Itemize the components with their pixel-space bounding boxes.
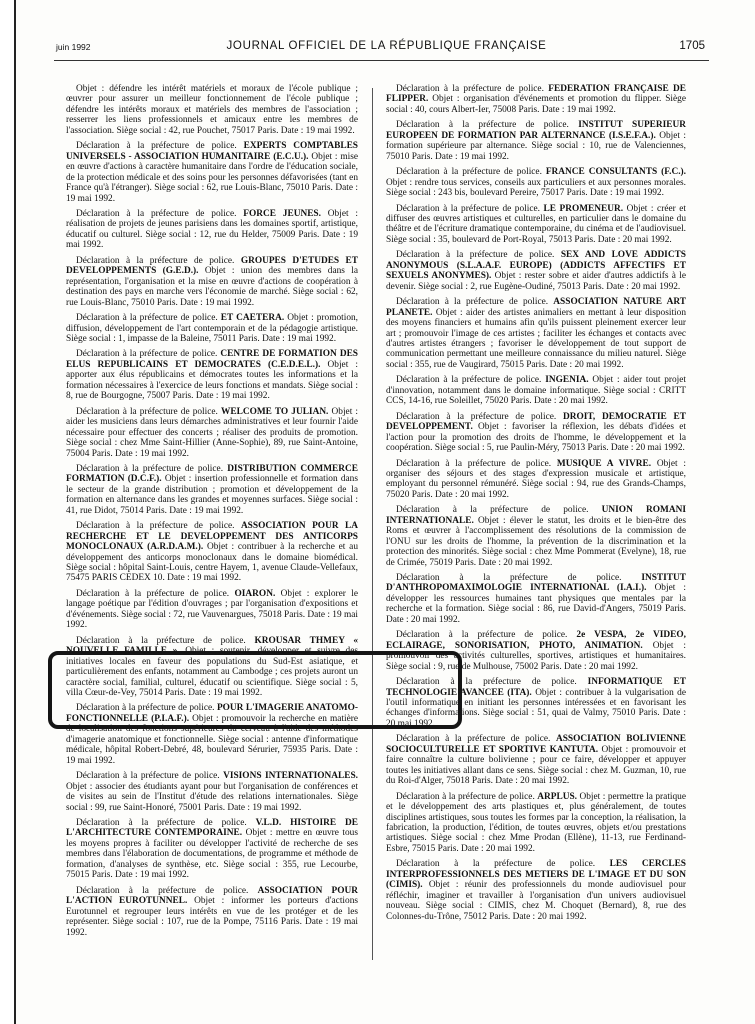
entry-text: Objet : mise en œuvre d'actions à caractère humanitaire dans l'ordre de l'éducation sociale, de la protection médicale et des soins pour les personnes défavorisées (tant en France qu'à l'étranger). Siège social : 62, rue Louis-Blanc, 75010 Paris. Date : 19 mai 1992. (66, 151, 358, 204)
entry-text: Objet : promouvoir la recherche en matière de localisation des fonctions supérieures du cerveau à l'aide des méthodes d'imagerie anatomique et fonctionnelle. Siège social : antenne d'informatique médicale, hôpital Robert-Debré, 48, boulevard Sérurier, 75935 Paris. Date : 19 mai 1992. (66, 713, 358, 766)
entry-text: Objet : promotion, diffusion, développement de l'art contemporain et de la pédagogie artistique. Siège social : 1, impasse de la Baleine, 75011 Paris. Date : 19 mai 1992. (66, 313, 359, 344)
entry-text: Objet : élever le statut, les droits et le bien-être des Roms et œuvrer à l'accomplissement des résolutions de la commission de l'ONU sur les droits de l'homme, la prévention de la discrimination et la protection des minorités. Siège social : chez Mme Pommerat (Evelyne), 18, rue de Crimée, 75019 Paris. Date : 20 mai 1992. (386, 515, 686, 568)
entry-intro: Déclaration à la préfecture de police. (396, 297, 549, 308)
entry-intro: Déclaration à la préfecture de police. (396, 203, 540, 214)
entry-intro: Déclaration à la préfecture de police. (396, 120, 569, 131)
entry-text: Objet : promouvoir et faire connaître la culture bolivienne ; pour ce faire, développer et appuyer toutes les initiatives allant dans ce sens. Siège social : chez M. Guzman, 10, rue du Roi-d'Alger, 75018 Paris. Date : 20 mai 1992. (386, 744, 686, 787)
association-entry (386, 792, 686, 855)
association-entry (66, 84, 358, 136)
association-entry (386, 375, 686, 406)
entry-organization: OIARON. (234, 588, 276, 599)
entry-intro: Déclaration à la préfecture de police. (396, 573, 622, 584)
association-entry (66, 464, 358, 516)
entry-intro: Déclaration à la préfecture de police. (76, 349, 218, 360)
entry-text: Objet : permettre la pratique et le développement des arts plastiques et, plus généralement, de toutes disciplines artistiques, sous toutes les formes par la conception, la réalisation, la fabrication, la production, l'édition, de toutes œuvres, objets et/ou prestations artistiques. Siège social : chez Mme Prodan (Ellène), 11-13, rue Ferdinand-Esbre, 75015 Paris. Date : 20 mai 1992. (386, 791, 686, 854)
association-entry (386, 412, 686, 454)
header-title: JOURNAL OFFICIEL DE LA RÉPUBLIQUE FRANÇAISE (226, 40, 547, 52)
entry-text: Objet : contribuer à la vulgarisation de l'outil informatique en initiant les personnes intéressées et en favorisant les échanges d'informations. Siège social : 51, quai de Valmy, 75010 Paris. Date : 20 mai 1992. (386, 687, 687, 729)
highlight-box (48, 651, 462, 729)
association-entry (386, 120, 686, 162)
association-entry (66, 209, 358, 251)
association-entry (66, 589, 358, 631)
entry-text: Objet : défendre les intérêt matériels et moraux de l'école publique ; œuvrer pour assurer un meilleur fonctionnement de l'école publique ; défendre les intérêts moraux et matériels des membres de l'association ; resserrer les liens professionnels et amicaux entre les membres de l'association. Siège social : 42, rue Pouchet, 75017 Paris. Date : 19 mai 1992. (66, 84, 358, 136)
entry-text: Objet : mettre en œuvre tous les moyens propres à faciliter ou développer l'activité de recherche de ses membres dans l'élaboration de documentations, de programme et méthode de formation, d'analyses de synthèse, etc. Siège social : 355, rue Lecourbe, 75015 Paris. Date : 19 mai 1992. (66, 828, 358, 881)
entry-intro: Déclaration à la préfecture de police. (396, 250, 555, 261)
entry-intro: Déclaration à la préfecture de police. (396, 630, 568, 641)
entry-organization: LE PROMENEUR. (543, 203, 624, 214)
entry-organization: FRANCE CONSULTANTS (F.C.). (545, 167, 686, 178)
entry-intro: Déclaration à la préfecture de police. (396, 791, 535, 802)
entry-text: Objet : créer et diffuser des œuvres artistiques et culturelles, en particulier dans le domaine du théâtre et de l'écriture dramatique contemporaine, du cinéma et de l'audiovisuel. Siège social : 35, boulevard de Port-Royal, 75013 Paris. Date : 20 mai 1992. (386, 203, 686, 245)
association-entry (386, 250, 686, 292)
entry-text: Objet : explorer le langage poétique par l'édition d'ouvrages ; par l'organisation d'expositions et d'événements. Siège social : 72, rue Vauvenargues, 75018 Paris. Date : 19 mai 1992. (66, 588, 358, 631)
entry-organization: INSTITUT SUPERIEUR EUROPEEN DE FORMATION PAR ALTERNANCE (I.S.E.F.A.). (386, 120, 687, 141)
association-entry (386, 297, 686, 370)
page-number: 1705 (679, 40, 705, 52)
entry-text: Objet : aider tout projet d'innovation, notamment dans le domaine informatique. Siège social : CRITT CCS, 14-16, rue Soleillet, 75020 Paris. Date : 20 mai 1992. (386, 375, 687, 407)
entry-text: Objet : rester sobre et aider d'autres addictifs à le devenir. Siège social : 2, rue Eugène-Oudiné, 75013 Paris. Date : 20 mai 1992. (386, 271, 686, 292)
entry-organization: FORCE JEUNES. (243, 208, 321, 219)
column-divider (372, 88, 373, 960)
entry-intro: Déclaration à la préfecture de police. (76, 818, 247, 828)
entry-text: Objet : contribuer à la recherche et au développement des anticorps monoclonaux dans le domaine biomédical. Siège social : hôpital Saint-Louis, centre Hayem, 1, avenue Claude-Vellefaux, 75475 PARIS CEDEX 10. Date : 19 mai 1992. (66, 542, 359, 584)
entry-organization: UNION ROMANI INTERNATIONALE. (386, 505, 687, 526)
entry-text: Objet : aider les musiciens dans leurs démarches administratives et leur fournir l'aide nécessaire pour effectuer des concerts ; réaliser des produits de promotion. Siège social : chez Mme Saint-Hillier (Anne-Sophie), 89, rue Saint-Antoine, 75004 Paris. Date : 19 mai 1992. (66, 406, 358, 459)
association-entry (66, 256, 358, 308)
association-entry (66, 771, 358, 813)
entry-text: Objet : organiser des séjours et des stages d'expression musicale et artistique, employant du personnel rémunéré. Siège social : 94, rue des Grands-Champs, 75020 Paris. Date : 20 mai 1992. (386, 458, 686, 500)
right-column (386, 84, 686, 927)
entry-intro: Déclaration à la préfecture de police. (396, 859, 596, 870)
entry-intro: Déclaration à la préfecture de police. (76, 635, 246, 646)
entry-text: Objet : union des membres dans la représentation, l'organisation et la mise en œuvre d'actions de coopération à destination des pays en marche vers l'économie de marché. Siège social : 62, rue Louis-Blanc, 75010 Paris. Date : 19 mai 1992. (66, 266, 358, 308)
journal-page (14, 0, 755, 1024)
entry-text: Objet : promouvoir des activités culturelles, sportives, artistiques et humanitaires. Siège social : 9, rue de Mulhouse, 75002 Paris. Date : 20 mai 1992. (386, 640, 686, 672)
entry-organization: ASSOCIATION POUR LA RECHERCHE ET LE DEVELOPPEMENT DES ANTICORPS MONOCLONAUX (A.R.D.A.M.). (66, 521, 358, 553)
association-entry (386, 573, 686, 625)
entry-text: Objet : informer les porteurs d'actions Eurotunnel et regrouper leurs intérêts en vue de les protéger et de les représenter. Siège social : 107, rue de la Pompe, 75116 Paris. Date : 19 mai 1992. (66, 896, 358, 938)
entry-text: Objet : apporter aux élus républicains et démocrates toutes les informations et la formation nécessaires à l'exercice de leurs fonctions et mandats. Siège social : 8, rue de Bourgogne, 75007 Paris. Date : 19 mai 1992. (66, 359, 358, 402)
entry-intro: Déclaration à la préfecture de police. (396, 458, 552, 469)
entry-organization: ASSOCIATION NATURE ART PLANETE. (386, 297, 686, 318)
entry-organization: 2e VESPA, 2e VIDEO, ECLAIRAGE, SONORISATION, PHOTO, ANIMATION. (386, 630, 686, 651)
entry-intro: Déclaration à la préfecture de police. (396, 505, 589, 516)
header-date: juin 1992 (56, 42, 91, 52)
entry-intro: Déclaration à la préfecture de police. (76, 141, 237, 152)
entry-organization: ASSOCIATION POUR L'ACTION EUROTUNNEL. (66, 885, 359, 907)
entry-intro: Déclaration à la préfecture de police. (396, 84, 544, 94)
entry-text: Objet : associer des étudiants ayant pour but l'organisation de conférences et de visites au sein de l'Institut d'étude des relations internationales. Siège social : 99, rue Saint-Honoré, 75001 Paris. Date : 19 mai 1992. (66, 781, 358, 813)
entry-text: Objet : insertion professionnelle et formation dans le secteur de la grande distribution ; promotion et développement de la formation en alternance dans les grandes et moyennes surfaces. Siège social : 41, rue Didot, 75014 Paris. Date : 19 mai 1992. (66, 474, 358, 516)
entry-intro: Déclaration à la préfecture de police. (76, 703, 215, 714)
entry-organization: DROIT, DEMOCRATIE ET DEVELOPPEMENT. (386, 411, 686, 433)
association-entry (386, 204, 686, 246)
entry-intro: Déclaration à la préfecture de police. (76, 406, 218, 417)
page-header (16, 38, 755, 58)
left-column (66, 84, 358, 943)
entry-organization: VISIONS INTERNATIONALES. (223, 771, 359, 782)
entry-organization: V.L.D. HISTOIRE DE L'ARCHITECTURE CONTEMPORAINE. (66, 818, 358, 839)
entry-text: Objet : réunir des professionnels du monde audiovisuel pour réfléchir, imaginer et travailler à l'organisation d'un univers audiovisuel nouveau. Siège social : CIMIS, chez M. Choquet (Bernard), 8, rue des Colonnes-du-Trône, 75012 Paris. Date : 20 mai 1992. (386, 880, 687, 922)
association-entry (66, 141, 358, 204)
entry-organization: INFORMATIQUE ET TECHNOLOGIE AVANCEE (ITA). (386, 677, 686, 698)
entry-text: Objet : soutenir, développer et suivre des initiatives locales en faveur des populations du Sud-Est asiatique, et particulièrement des enfants, notamment au Cambodge ; ces projets auront un caractère social, familial, culturel, éducatif ou scientifique. Siège social : 5, villa Cœur-de-Vey, 75014 Paris. Date : 19 mai 1992. (66, 646, 358, 699)
entry-intro: Déclaration à la préfecture de police. (396, 677, 577, 688)
entry-text: Objet : favoriser la réflexion, les débats d'idées et l'action pour la promotion des droits de l'homme, le développement et la coopération. Siège social : 5, rue Paulin-Méry, 75013 Paris. Date : 20 mai 1992. (386, 422, 686, 454)
entry-intro: Déclaration à la préfecture de police. (76, 885, 249, 896)
association-entry (66, 349, 358, 401)
entry-intro: Déclaration à la préfecture de police. (396, 375, 542, 386)
entry-intro: Déclaration à la préfecture de police. (76, 771, 220, 782)
association-entry (386, 84, 686, 115)
entry-organization: CENTRE DE FORMATION DES ELUS REPUBLICAINS ET DEMOCRATES (C.E.D.E.L.). (66, 349, 358, 370)
entry-organization: FEDERATION FRANÇAISE DE FLIPPER. (386, 84, 686, 105)
association-entry (66, 818, 358, 881)
entry-organization: INGENIA. (545, 375, 589, 386)
entry-organization: ASSOCIATION BOLIVIENNE SOCIOCULTURELLE ET SPORTIVE KANTUTA. (386, 734, 686, 755)
entry-intro: Déclaration à la préfecture de police. (396, 167, 542, 178)
entry-intro: Déclaration à la préfecture de police. (76, 521, 235, 532)
entry-text: Objet : rendre tous services, conseils aux particuliers et aux personnes morales. Siège social : 243 bis, boulevard Pereire, 75017 Paris. Date : 19 mai 1992. (386, 177, 686, 199)
entry-intro: Déclaration à la préfecture de police. (396, 411, 557, 422)
entry-organization: WELCOME TO JULIAN. (221, 406, 329, 417)
entry-intro: Déclaration à la préfecture de police. (76, 208, 237, 219)
entry-organization: ET CAETERA. (220, 313, 285, 324)
entry-text: Objet : organisation d'événements et promotion du flipper. Siège social : 40, cours Albert-Ier, 75008 Paris. Date : 19 mai 1992. (386, 94, 686, 115)
association-entry (386, 505, 686, 568)
association-entry (386, 167, 686, 198)
entry-organization: MUSIQUE A VIVRE. (556, 458, 652, 469)
association-entry (386, 459, 686, 501)
entry-text: Objet : réalisation de projets de jeunes parisiens dans les domaines sportif, artistique, éducatif ou culturel. Siège social : 12, rue du Helder, 75009 Paris. Date : 19 mai 1992. (66, 208, 358, 251)
entry-organization: ARPLUS. (537, 791, 578, 802)
entry-intro: Déclaration à la préfecture de police. (396, 734, 551, 745)
entry-text: Objet : formation supérieure par alternance. Siège social : 10, rue de Valenciennes, 75010 Paris. Date : 19 mai 1992. (386, 130, 686, 162)
association-entry (66, 407, 358, 459)
entry-organization: POUR L'IMAGERIE ANATOMO-FONCTIONNELLE (P.I.A.F.). (66, 703, 358, 724)
association-entry (66, 313, 358, 344)
entry-text: Objet : aider des artistes animaliers en mettant à leur disposition des moyens financiers et humains afin qu'ils puissent pleinement exercer leur art ; promouvoir l'image de ces artistes ; faciliter les échanges et contacts avec d'autres artistes étrangers ; favoriser le développement de tout support de communication permettant une meilleure connaissance du milieu naturel. Siège social : 355, rue de Vaugirard, 75015 Paris. Date : 20 mai 1992. (386, 307, 686, 370)
entry-organization: LES CERCLES INTERPROFESSIONNELS DES METIERS DE L'IMAGE ET DU SON (CIMIS). (386, 859, 687, 891)
entry-intro: Déclaration à la préfecture de police. (76, 463, 224, 474)
association-entry (386, 859, 686, 922)
association-entry (386, 734, 686, 786)
entry-intro: Déclaration à la préfecture de police. (76, 588, 230, 599)
entry-intro: Déclaration à la préfecture de police. (76, 255, 235, 266)
header-rule (54, 60, 709, 61)
entry-text: Objet : développer les ressources humaines tant physiques que mentales par la recherche et la formation. Siège social : 86, rue David-d'Angers, 75019 Paris. Date : 20 mai 1992. (386, 583, 686, 625)
entry-organization: EXPERTS COMPTABLES UNIVERSELS - ASSOCIATION HUMANITAIRE (E.C.U.). (66, 141, 358, 162)
association-entry (66, 521, 358, 584)
association-entry (66, 886, 358, 938)
entry-organization: DISTRIBUTION COMMERCE FORMATION (D.C.F.). (66, 463, 359, 485)
entry-intro: Déclaration à la préfecture de police. (76, 313, 218, 324)
entry-organization: GROUPES D'ETUDES ET DEVELOPPEMENTS (G.E.D.). (66, 255, 359, 277)
entry-organization: SEX AND LOVE ADDICTS ANONYMOUS (S.L.A.A.F. EUROPE) (ADDICTS AFFECTIFS ET SEXUELS ANONYMES). (386, 250, 686, 282)
entry-organization: KROUSAR THMEY « NOUVELLE FAMILLE ». (66, 635, 358, 657)
entry-organization: INSTITUT D'ANTHROPOMAXIMOLOGIE INTERNATIONAL (I.A.I.). (386, 573, 687, 594)
